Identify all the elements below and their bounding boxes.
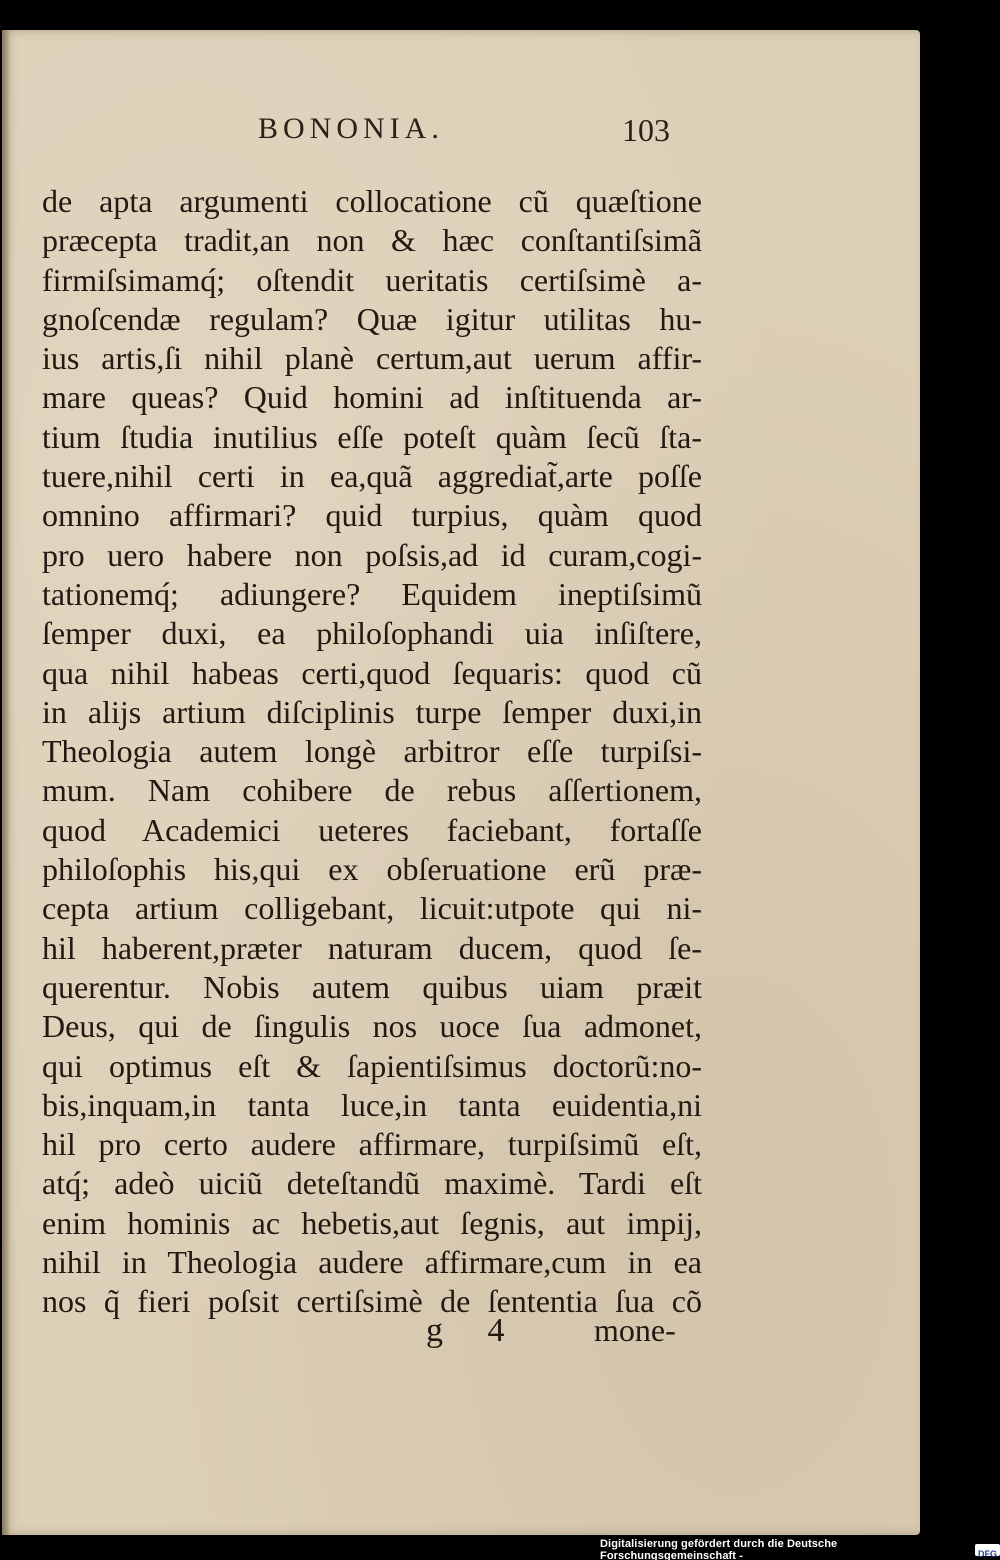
text-line: firmiſsimamq́; oſtendit ueritatis certiſsimè a- (42, 261, 702, 298)
catchword: mone- (594, 1312, 676, 1348)
text-line: de apta argumenti collocatione cũ quæſtione (42, 183, 702, 219)
text-line: ius artis,ſi nihil planè certum,aut uerum affir- (42, 340, 702, 377)
text-line: tuere,nihil certi in ea,quã aggrediat̃,arte poſſe (42, 458, 702, 495)
text-line: tationemq́; adiungere? Equidem ineptiſsimũ (42, 575, 702, 612)
page-gutter-shadow (2, 30, 10, 1535)
page-number: 103 (622, 112, 670, 148)
signature-mark: g 4 (426, 1312, 523, 1349)
credit-text: Digitalisierung gefördert durch die Deutsche Forschungsgemeinschaft - (600, 1538, 838, 1560)
text-line: qua nihil habeas certi,quod ſequaris: quod cũ (42, 654, 702, 691)
text-line: cepta artium colligebant, licuit:utpote qui ni- (42, 890, 702, 927)
text-line: mum. Nam cohibere de rebus aſſertionem, (42, 772, 702, 809)
dfg-logo-text: DFG (978, 1549, 997, 1559)
text-line: quod Academici ueteres faciebant, fortaſſe (42, 811, 702, 848)
text-line: nihil in Theologia audere affirmare,cum in ea (42, 1244, 702, 1281)
text-line: ſemper duxi, ea philoſophandi uia inſiſtere, (42, 615, 702, 652)
running-head-title: BONONIA. (258, 112, 444, 145)
dfg-logo (975, 1544, 1000, 1559)
text-line: omnino affirmari? quid turpius, quàm quod (42, 497, 702, 534)
text-line: Theologia autem longè arbitror eſſe turpiſsi- (42, 733, 702, 770)
text-line: hil pro certo audere affirmare, turpiſsimũ eſt, (42, 1126, 702, 1163)
text-line: mare queas? Quid homini ad inſtituenda ar- (42, 379, 702, 416)
text-line: nos q̃ fieri poſsit certiſsimè de ſententia ſua cõ (42, 1283, 702, 1320)
text-line: qui optimus eſt & ſapientiſsimus doctorũ:no- (42, 1047, 702, 1084)
text-line: querentur. Nobis autem quibus uiam præit (42, 968, 702, 1005)
text-line: enim hominis ac hebetis,aut ſegnis, aut impij, (42, 1204, 702, 1241)
text-line: tium ſtudia inutilius eſſe poteſt quàm ſecũ ſta- (42, 418, 702, 455)
text-line: bis,inquam,in tanta luce,in tanta euidentia,ni (42, 1086, 702, 1123)
text-line: Deus, qui de ſingulis nos uoce ſua admonet, (42, 1008, 702, 1045)
running-head (2, 112, 920, 156)
text-line: pro uero habere non poſsis,ad id curam,cogi- (42, 536, 702, 573)
text-line: gnoſcendæ regulam? Quæ igitur utilitas hu- (42, 300, 702, 337)
text-line: præcepta tradit,an non & hæc conſtantiſsimã (42, 222, 702, 259)
text-line: hil haberent,præter naturam ducem, quod ſe- (42, 929, 702, 966)
page-footer (2, 1312, 920, 1356)
text-line: philoſophis his,qui ex obſeruatione erũ præ- (42, 851, 702, 888)
text-line: atq́; adeò uiciũ deteſtandũ maximè. Tardi eſt (42, 1165, 702, 1202)
text-line: in alijs artium diſciplinis turpe ſemper duxi,in (42, 693, 702, 730)
body-text (42, 182, 702, 1322)
digitization-credit (600, 1538, 1000, 1560)
book-page (2, 30, 920, 1535)
